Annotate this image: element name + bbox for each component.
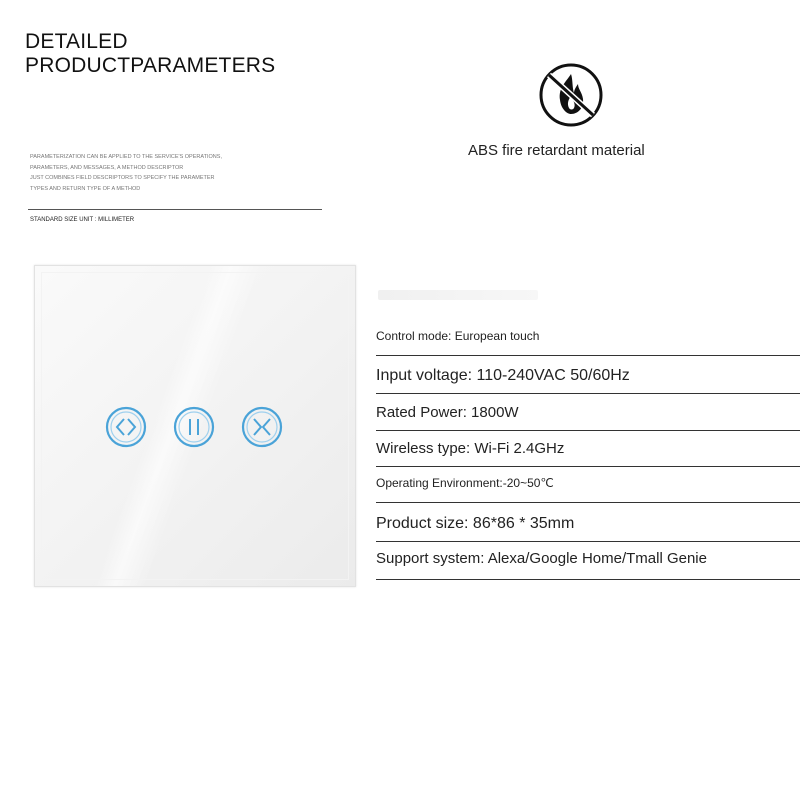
spec-product-size [376, 515, 800, 533]
description-line: TYPES AND RETURN TYPE OF A METHOD [30, 185, 141, 192]
description-line: PARAMETERS, AND MESSAGES, A METHOD DESCRIPTOR [30, 164, 184, 171]
spec-text: Rated Power: 1800W [376, 404, 519, 421]
spec-divider [376, 541, 800, 542]
spec-divider [376, 579, 800, 580]
spec-text: Control mode: European touch [376, 329, 540, 343]
spec-wireless-type [376, 440, 800, 457]
spec-text: Input voltage: 110-240VAC 50/60Hz [376, 367, 630, 384]
spec-divider [376, 393, 800, 394]
spec-text: Product size: 86*86 * 35mm [376, 515, 575, 532]
fire-retardant-caption: ABS fire retardant material [468, 142, 645, 159]
spec-divider [376, 355, 800, 356]
switch-panel-image [34, 265, 356, 587]
spec-support-system [376, 550, 800, 567]
spec-divider [376, 466, 800, 467]
title-line-2: PRODUCTPARAMETERS [25, 54, 276, 77]
spec-control-mode [376, 329, 800, 343]
spec-operating-environment [376, 476, 800, 490]
header-divider [28, 209, 322, 210]
close-curtain-button [241, 406, 283, 448]
spec-text: Wireless type: Wi-Fi 2.4GHz [376, 440, 565, 457]
description-line: JUST COMBINES FIELD DESCRIPTORS TO SPECIFY THE PARAMETER [30, 175, 215, 181]
faded-placeholder [378, 290, 538, 300]
pause-button [173, 406, 215, 448]
description-text [30, 152, 270, 194]
spec-text: Operating Environment:-20~50℃ [376, 476, 554, 490]
description-line: PARAMETERIZATION CAN BE APPLIED TO THE SERVICE'S OPERATIONS, [30, 154, 222, 160]
spec-text: Support system: Alexa/Google Home/Tmall Genie [376, 550, 707, 567]
open-curtain-icon [105, 406, 147, 448]
pause-icon [173, 406, 215, 448]
no-fire-icon [538, 62, 604, 128]
title-line-1: DETAILED [25, 30, 128, 53]
spec-divider [376, 502, 800, 503]
spec-divider [376, 430, 800, 431]
spec-rated-power [376, 404, 800, 421]
close-curtain-icon [241, 406, 283, 448]
spec-input-voltage [376, 367, 800, 385]
page-title [25, 30, 275, 78]
size-unit-label: STANDARD SIZE UNIT : MILLIMETER [30, 217, 135, 223]
open-curtain-button [105, 406, 147, 448]
